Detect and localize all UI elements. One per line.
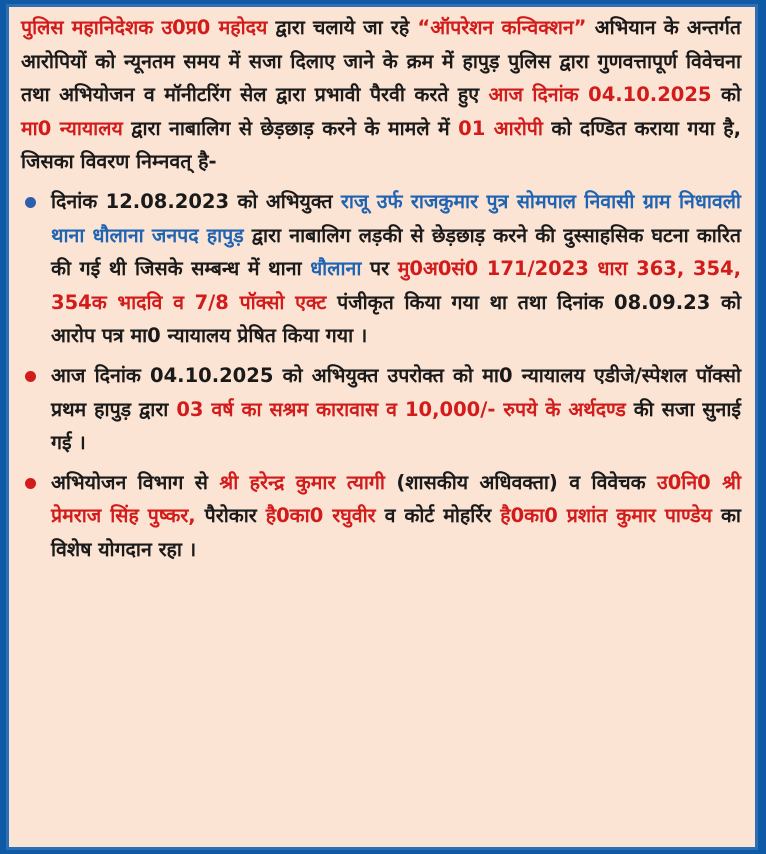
case-details-text xyxy=(51,185,741,353)
intro-text-2: अभियान के अन्तर्गत आरोपियों को न्यूनतम समय में सजा दिलाए जाने के क्रम में हापुड़ पुलिस द्वारा गुणवत्तापूर्ण विवेचना तथा अभियोजन व मॉनीटरिंग सेल द्वारा प्रभावी पैरवी करते हुए xyxy=(21,16,742,107)
intro-text-3: को xyxy=(711,83,742,107)
intro-text-5: को दण्डित कराया गया है, जिसका विवरण निम्नवत् है- xyxy=(21,116,741,174)
accused-name-address: राजू उर्फ राजकुमार पुत्र सोमपाल निवासी ग्राम निधावली थाना धौलाना जनपद हापुड़ xyxy=(51,189,741,247)
intro-accused-count: 01 आरोपी xyxy=(458,116,543,140)
court-moharrir-name: है0का0 प्रशांत कुमार पाण्डेय xyxy=(500,504,712,528)
contrib-text-3: पैरोकार xyxy=(195,504,266,528)
police-station: धौलाना xyxy=(310,257,362,281)
intro-court: मा0 न्यायालय xyxy=(21,116,123,140)
pairokar-name: है0का0 रघुवीर xyxy=(265,504,376,528)
sentence-text xyxy=(51,359,741,460)
list-item-contributors xyxy=(21,466,741,567)
sentence-text-1: आज दिनांक 04.10.2025 को अभियुक्त उपरोक्त को मा0 न्यायालय एडीजे/स्पेशल पॉक्सो प्रथम हापुड़ द्वारा xyxy=(51,363,741,421)
contrib-text-2: (शासकीय अधिवक्ता) व विवेचक xyxy=(384,470,658,494)
case-text-4: पंजीकृत किया गया था तथा दिनांक 08.09.23 को आरोप पत्र मा0 न्यायालय प्रेषित किया गया । xyxy=(51,290,741,348)
contrib-text-1: अभियोजन विभाग से xyxy=(51,470,220,494)
intro-date: आज दिनांक 04.10.2025 xyxy=(488,83,712,107)
bullet-icon xyxy=(25,197,36,208)
intro-text-4: द्वारा नाबालिग से छेड़छाड़ करने के मामले में xyxy=(122,116,459,140)
bullet-icon xyxy=(25,371,36,382)
prosecutor-name: श्री हरेन्द्र कुमार त्यागी xyxy=(219,470,385,494)
intro-paragraph xyxy=(21,11,741,179)
case-crime-number: मु0अ0सं0 171/2023 धारा 363, 354, 354क भादवि व 7/8 पॉक्सो एक्ट xyxy=(51,257,741,314)
contributors-text xyxy=(51,466,741,567)
list-item-case-details xyxy=(21,185,741,353)
contrib-text-5: का विशेष योगदान रहा । xyxy=(51,504,741,561)
contrib-text-4: व कोर्ट मोहर्रिर xyxy=(375,504,501,528)
case-text-1: दिनांक 12.08.2023 को अभियुक्त xyxy=(51,189,341,213)
list-item-sentence xyxy=(21,359,741,460)
press-note-card xyxy=(6,4,758,850)
intro-text-1: द्वारा चलाये जा रहे xyxy=(267,16,418,39)
case-text-2: द्वारा नाबालिग लड़की से छेड़छाड़ करने की दुस्साहसिक घटना कारित की गई थी जिसके सम्बन्ध में थाना xyxy=(51,223,741,281)
bullet-icon xyxy=(25,478,36,489)
intro-operation-name: “ऑपरेशन कन्विक्शन” xyxy=(417,16,587,39)
investigator-name: उ0नि0 श्री प्रेमराज सिंह पुष्कर, xyxy=(51,470,742,528)
case-text-3: पर xyxy=(361,257,398,281)
sentence-text-2: की सजा सुनाई गई । xyxy=(51,397,741,455)
sentence-punishment: 03 वर्ष का सश्रम कारावास व 10,000/- रुपये के अर्थदण्ड xyxy=(176,397,626,421)
intro-dgp: पुलिस महानिदेशक उ0प्र0 महोदय xyxy=(21,16,268,39)
